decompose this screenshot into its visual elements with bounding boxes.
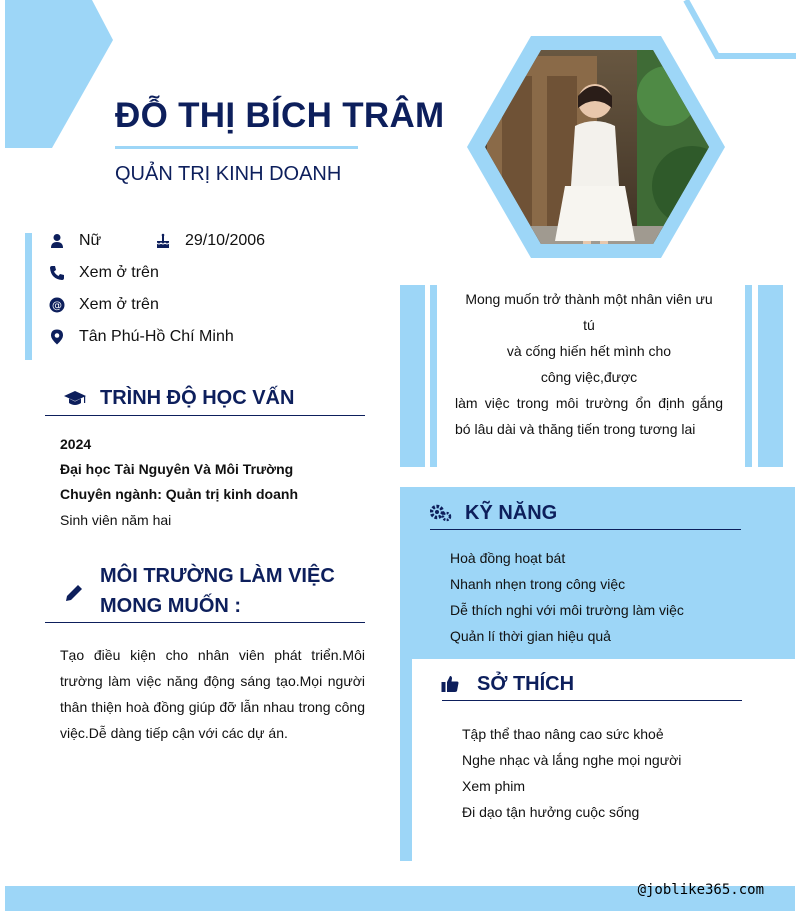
location-icon	[49, 329, 65, 345]
list-item: Hoà đồng hoạt bát	[450, 550, 566, 566]
list-item: Xem phim	[462, 778, 526, 794]
address-value: Tân Phú-Hồ Chí Minh	[79, 328, 234, 345]
objective-bar-right-wide	[758, 285, 783, 467]
skills-list	[450, 545, 684, 649]
skills-divider	[430, 529, 741, 530]
gears-icon	[430, 504, 452, 527]
address-row	[49, 328, 234, 346]
gender-value: Nữ	[79, 232, 102, 249]
at-icon	[49, 297, 65, 313]
environment-title-line1: MÔI TRƯỜNG LÀM VIỆC	[100, 565, 335, 587]
user-icon	[49, 233, 65, 249]
job-title: QUẢN TRỊ KINH DOANH	[115, 163, 342, 185]
hobbies-list	[462, 721, 681, 825]
list-item: Quản lí thời gian hiệu quả	[450, 628, 611, 644]
objective-line2: và cống hiến hết mình cho công việc,được	[506, 343, 672, 385]
education-major: Chuyên ngành: Quản trị kinh doanh	[60, 486, 298, 502]
cake-icon	[155, 233, 171, 249]
environment-title-line2: MONG MUỐN :	[100, 595, 242, 617]
education-divider	[45, 415, 365, 416]
objective-bar-right-thin	[745, 285, 752, 467]
education-school: Đại học Tài Nguyên Và Môi Trường	[60, 461, 294, 477]
list-item: Đi dạo tận hưởng cuộc sống	[462, 804, 640, 820]
list-item: Nghe nhạc và lắng nghe mọi người	[462, 752, 682, 768]
objective-line1: Mong muốn trở thành một nhân viên ưu tú	[465, 291, 713, 333]
hobbies-title: SỞ THÍCH	[477, 673, 575, 695]
education-status: Sinh viên năm hai	[60, 512, 172, 528]
svg-text:@: @	[52, 300, 62, 312]
objective-text	[455, 286, 723, 442]
objective-line4: bó lâu dài và thăng tiến trong tương lai	[455, 421, 696, 437]
graduation-cap-icon	[64, 390, 86, 413]
list-item: Tập thể thao nâng cao sức khoẻ	[462, 726, 664, 742]
watermark-text: @joblike365.com	[637, 882, 764, 898]
pencil-icon	[64, 583, 84, 608]
name-underline	[115, 146, 358, 149]
gender-row	[49, 232, 101, 250]
skills-title: KỸ NĂNG	[465, 502, 558, 524]
phone-value: Xem ở trên	[79, 264, 159, 281]
list-item: Dễ thích nghi với môi trường làm việc	[450, 602, 684, 618]
phone-row	[49, 264, 159, 282]
email-value: Xem ở trên	[79, 296, 159, 313]
email-row	[49, 296, 159, 314]
education-block	[60, 432, 298, 533]
education-year: 2024	[60, 436, 92, 452]
phone-icon	[49, 265, 65, 281]
birthday-row	[155, 232, 265, 250]
objective-line3: làm việc trong môi trường ổn định gắng	[455, 395, 723, 411]
list-item: Nhanh nhẹn trong công việc	[450, 576, 626, 592]
environment-text: Tạo điều kiện cho nhân viên phát triển.Môi trường làm việc năng động sáng tạo.Mọi người thân thiện hoà đồng giúp đỡ lẫn nhau trong công việc.Dễ dàng tiếp cận với các dự án.	[60, 647, 365, 741]
environment-divider	[45, 622, 365, 623]
contact-accent-bar	[25, 233, 32, 360]
objective-bar-left-wide	[400, 285, 425, 467]
candidate-name: ĐỖ THỊ BÍCH TRÂM	[115, 96, 445, 135]
decorative-shape-left	[5, 0, 113, 148]
hobbies-accent-bar	[400, 659, 412, 861]
birthday-value: 29/10/2006	[185, 232, 266, 249]
education-title: TRÌNH ĐỘ HỌC VẤN	[100, 387, 295, 409]
profile-photo	[467, 36, 725, 258]
thumbs-up-icon	[441, 675, 459, 698]
hobbies-divider	[442, 700, 742, 701]
objective-bar-left-thin	[430, 285, 437, 467]
